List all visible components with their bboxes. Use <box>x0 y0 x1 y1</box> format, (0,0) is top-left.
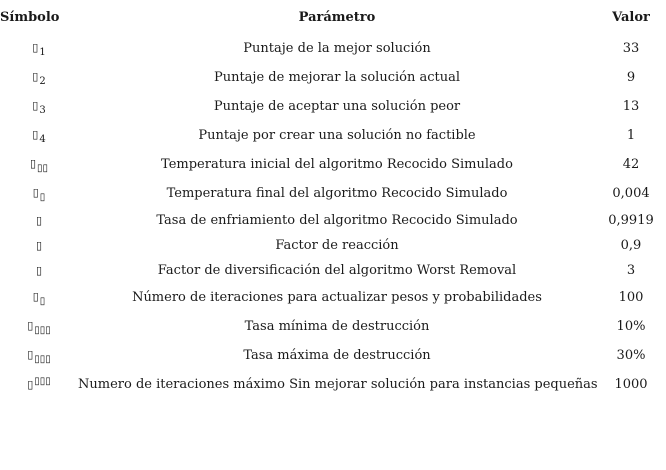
symbol-cell <box>0 233 78 258</box>
table-row <box>0 258 666 283</box>
value-cell: 100 <box>618 290 644 305</box>
symbol-glyph: ▯ <box>27 347 34 361</box>
symbol-cell <box>0 63 78 92</box>
table-row <box>0 370 666 399</box>
header-parameter: Parámetro <box>298 9 376 25</box>
symbol-cell <box>0 208 78 233</box>
table-header-row <box>0 0 666 34</box>
symbol-cell <box>0 34 78 63</box>
parameter-cell: Tasa de enfriamiento del algoritmo Recocido Simulado <box>156 213 518 228</box>
parameter-cell: Tasa máxima de destrucción <box>243 348 431 363</box>
value-cell: 9 <box>626 70 636 85</box>
parameter-cell: Puntaje de mejorar la solución actual <box>213 70 461 85</box>
symbol-glyph: ▯ <box>32 40 39 54</box>
parameter-cell: Temperatura inicial del algoritmo Recocido Simulado <box>161 157 513 172</box>
table-row <box>0 208 666 233</box>
symbol-subscript: ▯▯ <box>37 162 49 174</box>
table-row <box>0 341 666 370</box>
parameter-cell: Puntaje de la mejor solución <box>243 41 431 56</box>
table-row <box>0 179 666 208</box>
table-body <box>0 34 666 399</box>
table-row <box>0 121 666 150</box>
value-cell: 0,004 <box>612 186 650 201</box>
symbol-glyph: ▯ <box>27 318 34 332</box>
parameter-cell: Factor de reacción <box>275 238 399 253</box>
symbol-cell <box>0 341 78 370</box>
symbol-cell <box>0 121 78 150</box>
symbol-subscript: 2 <box>39 75 46 87</box>
value-cell: 0,9919 <box>608 213 654 228</box>
symbol-cell <box>0 92 78 121</box>
parameter-cell: Puntaje de aceptar una solución peor <box>213 99 461 114</box>
table-row <box>0 63 666 92</box>
header-value: Valor <box>612 9 650 25</box>
parameter-cell: Número de iteraciones para actualizar pesos y probabilidades <box>132 290 542 305</box>
symbol-subscript: ▯ <box>39 295 46 307</box>
parameter-cell: Factor de diversificación del algoritmo Worst Removal <box>157 263 517 278</box>
symbol-cell <box>0 258 78 283</box>
symbol-cell <box>0 312 78 341</box>
value-cell: 1000 <box>614 377 648 392</box>
symbol-glyph: ▯ <box>29 156 37 170</box>
symbol-subscript: ▯▯▯ <box>34 324 51 336</box>
value-cell: 3 <box>626 263 636 278</box>
symbol-cell <box>0 370 78 399</box>
parameter-cell: Tasa mínima de destrucción <box>244 319 430 334</box>
value-cell: 33 <box>622 41 640 56</box>
symbol-superscript: ▯▯▯ <box>34 376 51 387</box>
symbol-subscript: ▯▯▯ <box>34 353 51 365</box>
symbol-glyph: ▯ <box>32 98 39 112</box>
table-row <box>0 283 666 312</box>
value-cell: 0,9 <box>620 238 642 253</box>
symbol-glyph: ▯ <box>35 264 43 277</box>
symbol-glyph: ▯ <box>27 378 34 391</box>
parameter-cell: Temperatura final del algoritmo Recocido Simulado <box>166 186 508 201</box>
parameter-cell: Numero de iteraciones máximo Sin mejorar solución para instancias pequeñas <box>78 377 598 392</box>
table-row <box>0 92 666 121</box>
table-row <box>0 233 666 258</box>
table-row <box>0 312 666 341</box>
value-cell: 10% <box>616 319 646 334</box>
symbol-glyph: ▯ <box>32 185 39 199</box>
table-row <box>0 34 666 63</box>
symbol-subscript: 1 <box>39 46 46 58</box>
symbol-glyph: ▯ <box>35 239 43 252</box>
symbol-cell <box>0 150 78 179</box>
symbol-cell <box>0 179 78 208</box>
header-symbol: Símbolo <box>0 9 60 25</box>
symbol-glyph: ▯ <box>32 127 39 141</box>
symbol-glyph: ▯ <box>35 214 43 227</box>
parameter-cell: Puntaje por crear una solución no factible <box>198 128 476 143</box>
symbol-subscript: 3 <box>39 104 46 116</box>
symbol-glyph: ▯ <box>32 289 39 303</box>
value-cell: 42 <box>622 157 640 172</box>
symbol-subscript: 4 <box>39 133 46 145</box>
value-cell: 1 <box>626 128 636 143</box>
value-cell: 30% <box>616 348 646 363</box>
symbol-cell <box>0 283 78 312</box>
table-row <box>0 150 666 179</box>
symbol-subscript: ▯ <box>39 191 46 203</box>
symbol-glyph: ▯ <box>32 69 39 83</box>
value-cell: 13 <box>622 99 640 114</box>
